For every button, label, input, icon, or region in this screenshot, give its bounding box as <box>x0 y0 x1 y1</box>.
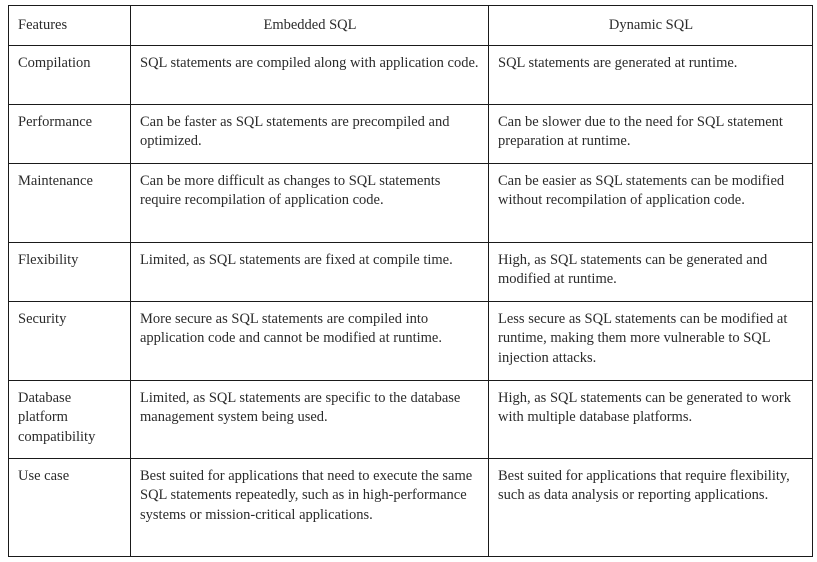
embedded-cell: Limited, as SQL statements are fixed at compile time. <box>131 242 489 301</box>
dynamic-cell: High, as SQL statements can be generated and modified at runtime. <box>489 242 813 301</box>
embedded-cell: Can be faster as SQL statements are precompiled and optimized. <box>131 104 489 163</box>
feature-cell: Compilation <box>9 45 131 104</box>
header-row <box>9 6 813 46</box>
header-features: Features <box>9 6 131 46</box>
table-row <box>9 458 813 556</box>
comparison-table <box>8 5 813 557</box>
table-row <box>9 163 813 242</box>
embedded-cell: Best suited for applications that need to execute the same SQL statements repeatedly, such as in high-performance systems or mission-critical applications. <box>131 458 489 556</box>
dynamic-cell: Can be slower due to the need for SQL statement preparation at runtime. <box>489 104 813 163</box>
feature-cell: Flexibility <box>9 242 131 301</box>
feature-cell: Security <box>9 301 131 380</box>
embedded-cell: More secure as SQL statements are compiled into application code and cannot be modified at runtime. <box>131 301 489 380</box>
table-row <box>9 380 813 458</box>
dynamic-cell: Less secure as SQL statements can be modified at runtime, making them more vulnerable to SQL injection attacks. <box>489 301 813 380</box>
dynamic-cell: SQL statements are generated at runtime. <box>489 45 813 104</box>
table-row <box>9 104 813 163</box>
feature-cell: Performance <box>9 104 131 163</box>
table-row <box>9 301 813 380</box>
embedded-cell: SQL statements are compiled along with application code. <box>131 45 489 104</box>
feature-cell: Use case <box>9 458 131 556</box>
feature-cell: Database platform compatibility <box>9 380 131 458</box>
table-row <box>9 242 813 301</box>
embedded-cell: Limited, as SQL statements are specific to the database management system being used. <box>131 380 489 458</box>
table-row <box>9 45 813 104</box>
header-embedded-sql: Embedded SQL <box>131 6 489 46</box>
header-dynamic-sql: Dynamic SQL <box>489 6 813 46</box>
dynamic-cell: Best suited for applications that require flexibility, such as data analysis or reporting applications. <box>489 458 813 556</box>
dynamic-cell: Can be easier as SQL statements can be modified without recompilation of application code. <box>489 163 813 242</box>
dynamic-cell: High, as SQL statements can be generated to work with multiple database platforms. <box>489 380 813 458</box>
embedded-cell: Can be more difficult as changes to SQL statements require recompilation of application code. <box>131 163 489 242</box>
feature-cell: Maintenance <box>9 163 131 242</box>
